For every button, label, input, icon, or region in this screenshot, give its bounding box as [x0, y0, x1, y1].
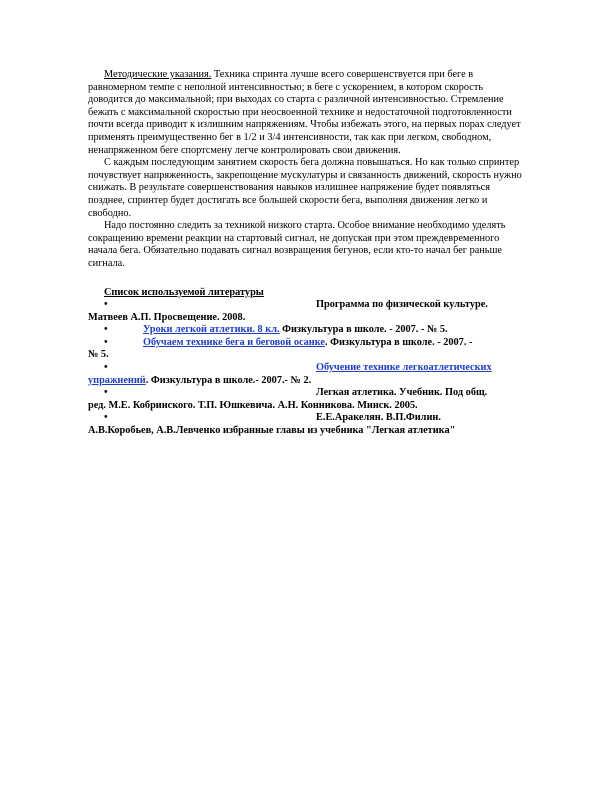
paragraph-methodical-notes — [88, 69, 526, 157]
reference-1-title: Программа по физической культуре. — [316, 299, 488, 311]
reference-item-3 — [88, 337, 526, 350]
bullet-icon: • — [104, 324, 108, 336]
reference-3-continuation: № 5. — [88, 349, 109, 361]
reference-item-2 — [88, 324, 526, 337]
reference-4-link-cont[interactable]: упражнений — [88, 374, 146, 386]
document-page — [88, 69, 526, 438]
reference-3-source: . Физкультура в школе. - 2007. - — [325, 336, 473, 348]
bullet-icon: • — [104, 412, 108, 424]
reference-6-continuation: А.В.Коробьев, А.В.Левченко избранные главы из учебника "Легкая атлетика" — [88, 425, 456, 437]
methodical-notes-text: Техника спринта лучше всего совершенствуется при беге в равномерном темпе с неполной интенсивностью; в беге с ускорением, в котором скорость доводится до максимальной; при выходах со старта с различной интенсивностью. Стремление бежать с максимальной скоростью при неосвоенной технике и недостаточной подготовленности почти всегда приводит к излишним напряжениям. Чтобы избежать этого, на первых порах следует применять преимущественно бег в 1/2 и 3/4 интенсивности, так как при легком, свободном, ненапряженном беге спортсмену легче контролировать свои движения. — [88, 69, 521, 156]
reference-item-5 — [88, 387, 526, 400]
methodical-notes-heading: Методические указания. — [104, 69, 212, 80]
reference-item-1 — [88, 299, 526, 312]
reference-item-4 — [88, 362, 526, 375]
paragraph-speed-increase: С каждым последующим занятием скорость бега должна повышаться. Но как только спринтер почувствует напряженность, закрепощение мускулатуры и связанность движений, скорость нужно снижать. В результате совершенствования навыков излишнее напряжение будет появляться позднее, спринтер будет достигать все большей скорости бега, выполняя движения легко и свободно. — [88, 157, 522, 219]
reference-1-continuation: Матвеев А.П. Просвещение. 2008. — [88, 311, 246, 323]
reference-5-title: Легкая атлетика. Учебник. Под общ. — [316, 387, 488, 399]
reference-5-continuation: ред. М.Е. Кобринского. Т.П. Юшкевича. А.Н. Конникова. Минск. 2005. — [88, 399, 418, 411]
bullet-icon: • — [104, 299, 108, 311]
reference-item-6 — [88, 412, 526, 425]
bullet-icon: • — [104, 336, 108, 348]
reference-4-link[interactable]: Обучение технике легкоатлетических — [316, 362, 492, 374]
reference-6-authors: Е.Е.Аракелян. В.П.Филин. — [316, 412, 441, 424]
reference-4-continuation — [88, 375, 526, 388]
references-heading: Список используемой литературы — [104, 286, 264, 298]
reference-2-source: Физкультура в школе. - 2007. - № 5. — [279, 324, 448, 336]
paragraph-low-start: Надо постоянно следить за техникой низкого старта. Особое внимание необходимо уделять сокращению времени реакции на стартовый сигнал, не допуская при этом преждевременного начала бега. Обязательно подавать сигнал возвращения бегунов, если кто-то начал бег раньше сигнала. — [88, 220, 506, 269]
reference-4-source: . Физкультура в школе.- 2007.- № 2. — [145, 374, 312, 386]
bullet-icon: • — [104, 362, 108, 374]
reference-3-link[interactable]: Обучаем технике бега и беговой осанке — [143, 336, 325, 348]
bullet-icon: • — [104, 387, 108, 399]
reference-2-link[interactable]: Уроки легкой атлетики. 8 кл. — [143, 324, 280, 336]
